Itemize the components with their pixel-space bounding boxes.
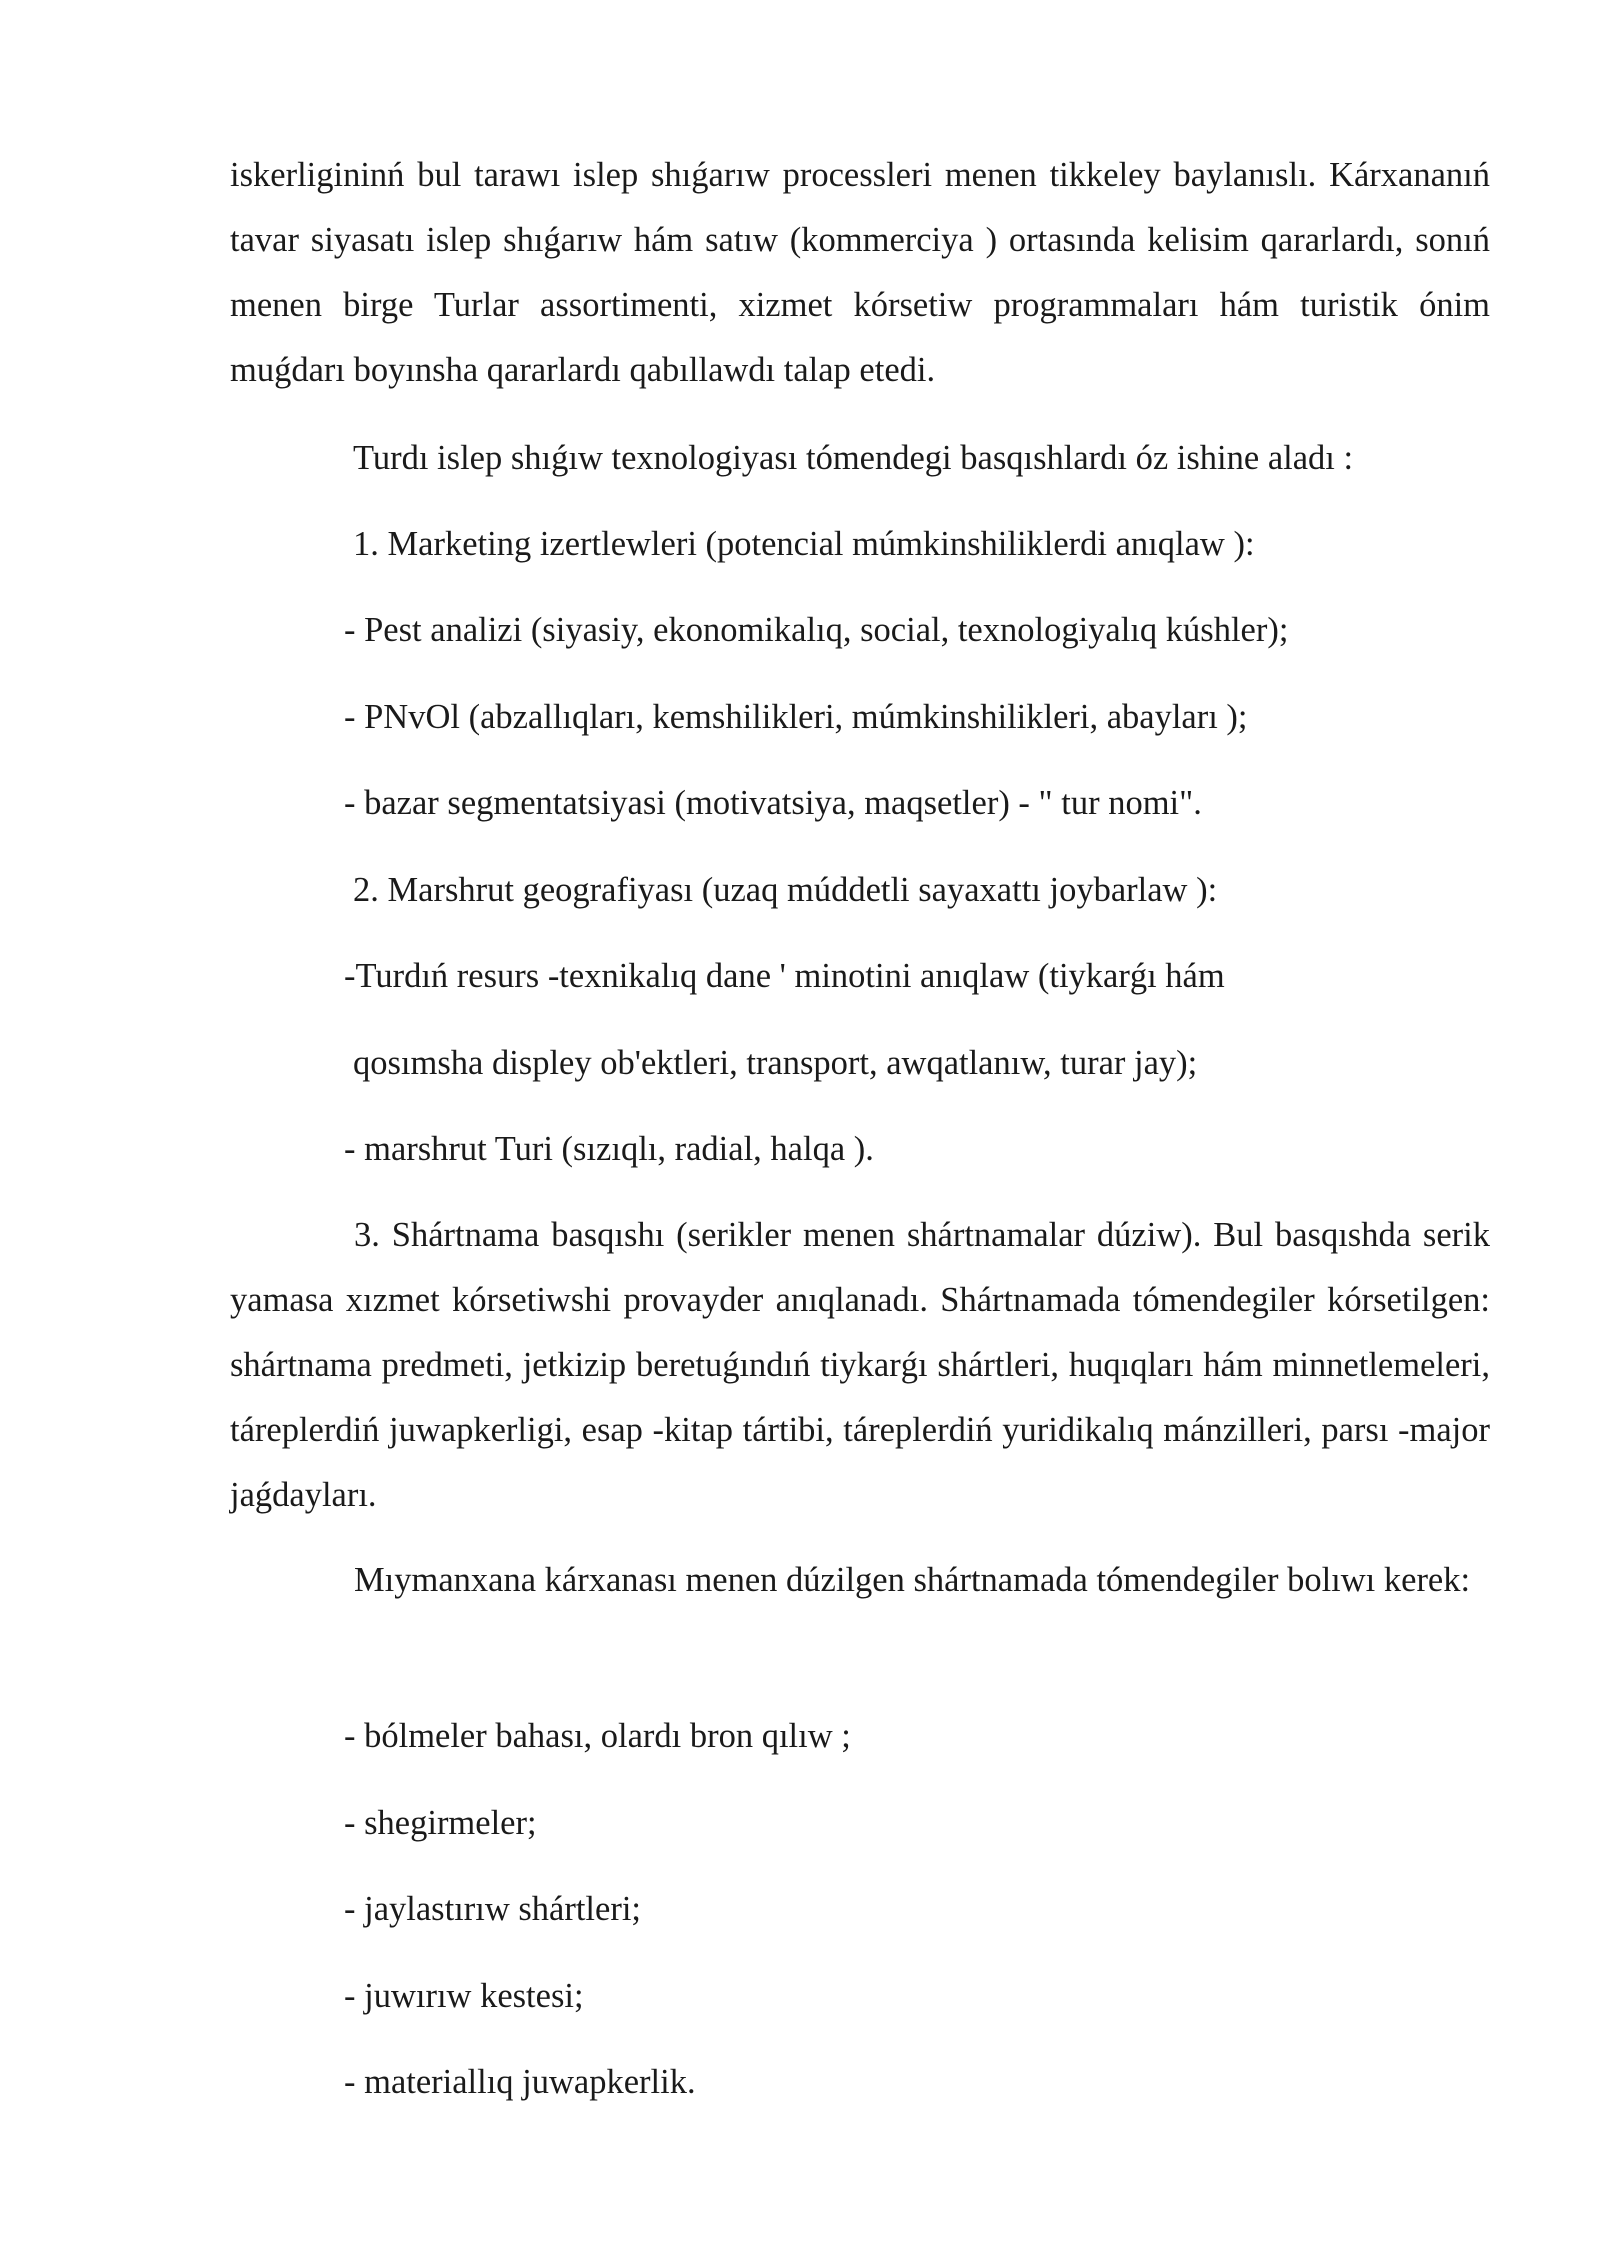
list-item-schedule: - juwırıw kestesi; xyxy=(344,1977,584,2015)
list-item-segmentation: - bazar segmentatsiyasi (motivatsiya, maqsetler) - " tur nomi". xyxy=(344,784,1202,822)
list-item-room-prices: - bólmeler bahası, olardı bron qılıw ; xyxy=(344,1717,851,1755)
stage-1-heading: 1. Marketing izertlewleri (potencial múmkinshiliklerdi anıqlaw ): xyxy=(353,525,1255,563)
list-item-accommodation: - jaylastırıw shártleri; xyxy=(344,1890,641,1928)
list-item-resources-continued: qosımsha displey ob'ektleri, transport, awqatlanıw, turar jay); xyxy=(353,1044,1198,1082)
paragraph-tour-policy: iskerligininń bul tarawı islep shıǵarıw processleri menen tikkeley baylanıslı. Kárxananıń tavar siyasatı islep shıǵarıw hám satıw (kommerciya ) ortasında kelisim qararlardı, sonıń menen birge Turlar assortimenti, xizmet kórsetiw programmaları hám turistik ónim muǵdarı boyınsha qararlardı qabıllawdı talap etedi. xyxy=(230,156,1490,389)
list-item-resources: -Turdıń resurs -texnikalıq dane ' minotini anıqlaw (tiykarǵı hám xyxy=(344,957,1225,995)
stage-2-heading: 2. Marshrut geografiyası (uzaq múddetli sayaxattı joybarlaw ): xyxy=(353,871,1218,909)
list-item-route-type: - marshrut Turi (sızıqlı, radial, halqa ). xyxy=(344,1130,874,1168)
list-item-discounts: - shegirmeler; xyxy=(344,1804,537,1842)
list-item-pnvol: - PNvOl (abzallıqları, kemshilikleri, múmkinshilikleri, abayları ); xyxy=(344,698,1248,736)
paragraph-hotel-contract: Mıymanxana kárxanası menen dúzilgen shártnamada tómendegiler bolıwı kerek: xyxy=(354,1561,1471,1599)
list-item-liability: - materiallıq juwapkerlik. xyxy=(344,2063,696,2101)
list-item-pest: - Pest analizi (siyasiy, ekonomikalıq, social, texnologiyalıq kúshler); xyxy=(344,611,1289,649)
paragraph-stage-3: 3. Shártnama basqıshı (serikler menen shártnamalar dúziw). Bul basqıshda serik yamasa xızmet kórsetiwshi provayder anıqlanadı. Shártnamada tómendegiler kórsetilgen: shártnama predmeti, jetkizip beretuǵındıń tiykarǵı shártleri, huqıqları hám minnetlemeleri, táreplerdiń juwapkerligi, esap -kitap tártibi, táreplerdiń yuridikalıq mánzilleri, parsı -major jaǵdayları. xyxy=(230,1216,1490,1514)
paragraph-tour-stages-intro: Turdı islep shıǵıw texnologiyası tómendegi basqıshlardı óz ishine aladı : xyxy=(353,439,1354,477)
